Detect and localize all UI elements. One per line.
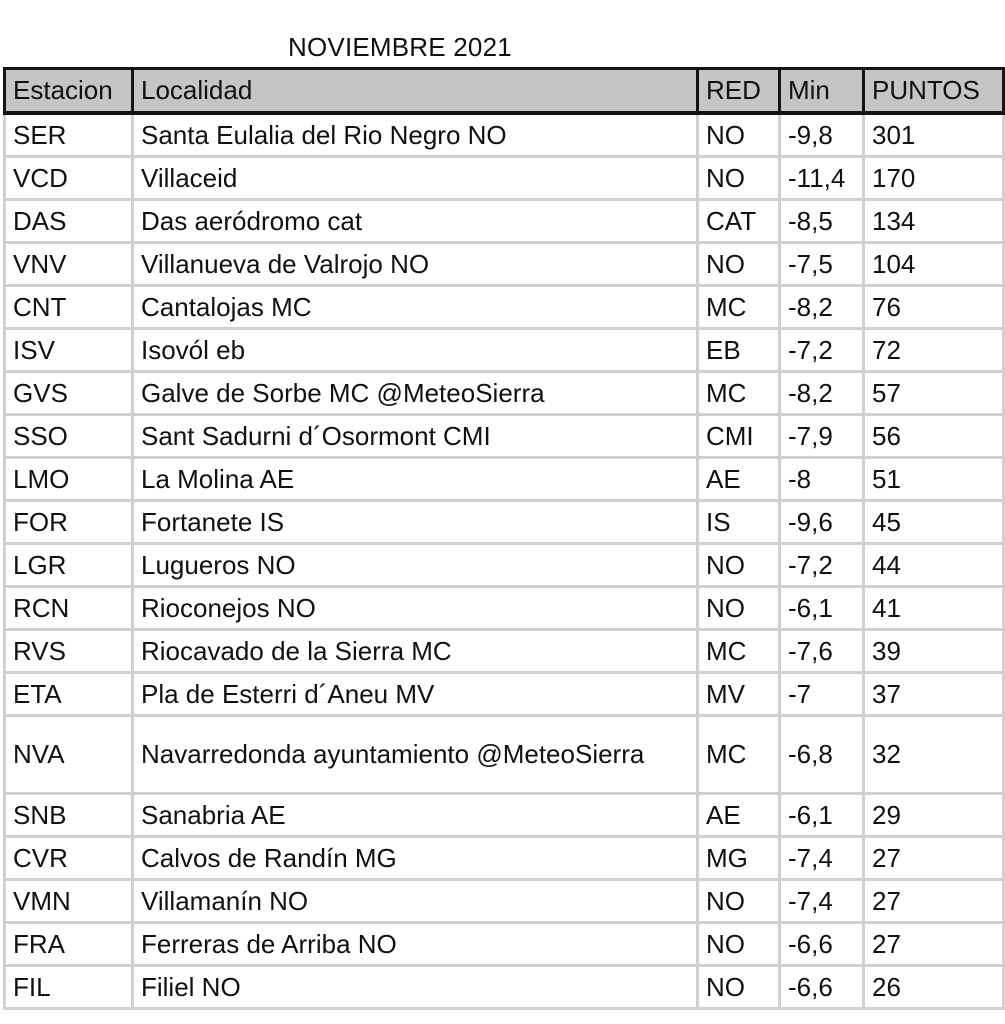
cell-localidad: Villamanín NO xyxy=(133,880,698,923)
cell-localidad: Riocavado de la Sierra MC xyxy=(133,630,698,673)
cell-min: -6,6 xyxy=(780,923,864,966)
cell-localidad: Galve de Sorbe MC @MeteoSierra xyxy=(133,372,698,415)
cell-min: -7 xyxy=(780,673,864,716)
cell-puntos: 56 xyxy=(864,415,1004,458)
cell-red: AE xyxy=(698,794,780,837)
cell-min: -6,1 xyxy=(780,587,864,630)
cell-puntos: 29 xyxy=(864,794,1004,837)
cell-red: MG xyxy=(698,837,780,880)
table-row xyxy=(5,113,1004,157)
cell-min: -7,4 xyxy=(780,837,864,880)
cell-estacion: VMN xyxy=(5,880,133,923)
cell-puntos: 57 xyxy=(864,372,1004,415)
table-row xyxy=(5,157,1004,200)
cell-puntos: 170 xyxy=(864,157,1004,200)
header-estacion: Estacion xyxy=(5,69,133,114)
cell-localidad: Santa Eulalia del Rio Negro NO xyxy=(133,113,698,157)
cell-puntos: 45 xyxy=(864,501,1004,544)
cell-estacion: SNB xyxy=(5,794,133,837)
cell-localidad: Calvos de Randín MG xyxy=(133,837,698,880)
cell-red: MC xyxy=(698,372,780,415)
table-row xyxy=(5,243,1004,286)
table-title: NOVIEMBRE 2021 xyxy=(288,32,512,62)
cell-puntos: 104 xyxy=(864,243,1004,286)
header-row xyxy=(5,69,1004,114)
cell-puntos: 41 xyxy=(864,587,1004,630)
cell-localidad: Lugueros NO xyxy=(133,544,698,587)
cell-red: AE xyxy=(698,458,780,501)
cell-red: MC xyxy=(698,716,780,794)
table-row xyxy=(5,286,1004,329)
header-min: Min xyxy=(780,69,864,114)
cell-estacion: CVR xyxy=(5,837,133,880)
cell-localidad: Das aeródromo cat xyxy=(133,200,698,243)
cell-red: NO xyxy=(698,157,780,200)
cell-estacion: NVA xyxy=(5,716,133,794)
table-row xyxy=(5,923,1004,966)
cell-estacion: ETA xyxy=(5,673,133,716)
cell-puntos: 32 xyxy=(864,716,1004,794)
cell-estacion: GVS xyxy=(5,372,133,415)
cell-min: -7,6 xyxy=(780,630,864,673)
cell-puntos: 76 xyxy=(864,286,1004,329)
table-row xyxy=(5,837,1004,880)
cell-min: -7,2 xyxy=(780,544,864,587)
table-row xyxy=(5,458,1004,501)
cell-red: NO xyxy=(698,923,780,966)
cell-localidad: Navarredonda ayuntamiento @MeteoSierra xyxy=(133,716,698,794)
cell-estacion: FRA xyxy=(5,923,133,966)
cell-red: NO xyxy=(698,966,780,1009)
header-localidad: Localidad xyxy=(133,69,698,114)
cell-estacion: VNV xyxy=(5,243,133,286)
cell-estacion: LMO xyxy=(5,458,133,501)
header-red: RED xyxy=(698,69,780,114)
cell-red: MC xyxy=(698,630,780,673)
cell-localidad: Fortanete IS xyxy=(133,501,698,544)
cell-min: -8 xyxy=(780,458,864,501)
cell-puntos: 27 xyxy=(864,837,1004,880)
table-row xyxy=(5,372,1004,415)
table-row xyxy=(5,630,1004,673)
cell-red: CAT xyxy=(698,200,780,243)
cell-localidad: Isovól eb xyxy=(133,329,698,372)
cell-min: -9,6 xyxy=(780,501,864,544)
cell-red: NO xyxy=(698,880,780,923)
table-row xyxy=(5,329,1004,372)
cell-puntos: 37 xyxy=(864,673,1004,716)
cell-min: -7,5 xyxy=(780,243,864,286)
table-row xyxy=(5,544,1004,587)
cell-min: -8,2 xyxy=(780,286,864,329)
cell-localidad: Ferreras de Arriba NO xyxy=(133,923,698,966)
cell-estacion: FIL xyxy=(5,966,133,1009)
table-row xyxy=(5,200,1004,243)
cell-min: -7,2 xyxy=(780,329,864,372)
table-row xyxy=(5,966,1004,1009)
cell-min: -6,1 xyxy=(780,794,864,837)
cell-min: -8,2 xyxy=(780,372,864,415)
table-row xyxy=(5,716,1004,794)
table-row xyxy=(5,673,1004,716)
table-row xyxy=(5,880,1004,923)
table-row xyxy=(5,415,1004,458)
cell-red: MC xyxy=(698,286,780,329)
cell-localidad: Villaceid xyxy=(133,157,698,200)
cell-min: -7,4 xyxy=(780,880,864,923)
cell-estacion: RVS xyxy=(5,630,133,673)
cell-min: -9,8 xyxy=(780,113,864,157)
cell-puntos: 44 xyxy=(864,544,1004,587)
cell-min: -7,9 xyxy=(780,415,864,458)
cell-estacion: VCD xyxy=(5,157,133,200)
cell-min: -11,4 xyxy=(780,157,864,200)
cell-red: NO xyxy=(698,243,780,286)
cell-localidad: Sanabria AE xyxy=(133,794,698,837)
cell-red: IS xyxy=(698,501,780,544)
cell-localidad: Sant Sadurni d´Osormont CMI xyxy=(133,415,698,458)
cell-estacion: LGR xyxy=(5,544,133,587)
cell-estacion: SSO xyxy=(5,415,133,458)
cell-puntos: 51 xyxy=(864,458,1004,501)
cell-puntos: 39 xyxy=(864,630,1004,673)
cell-estacion: CNT xyxy=(5,286,133,329)
cell-red: NO xyxy=(698,113,780,157)
cell-red: CMI xyxy=(698,415,780,458)
cell-localidad: La Molina AE xyxy=(133,458,698,501)
cell-puntos: 27 xyxy=(864,880,1004,923)
cell-estacion: SER xyxy=(5,113,133,157)
cell-min: -6,8 xyxy=(780,716,864,794)
cell-red: NO xyxy=(698,587,780,630)
table-row xyxy=(5,794,1004,837)
cell-estacion: FOR xyxy=(5,501,133,544)
cell-estacion: RCN xyxy=(5,587,133,630)
cell-red: NO xyxy=(698,544,780,587)
cell-min: -6,6 xyxy=(780,966,864,1009)
cell-localidad: Pla de Esterri d´Aneu MV xyxy=(133,673,698,716)
cell-puntos: 27 xyxy=(864,923,1004,966)
cell-red: EB xyxy=(698,329,780,372)
table-row xyxy=(5,587,1004,630)
cell-puntos: 134 xyxy=(864,200,1004,243)
header-puntos: PUNTOS xyxy=(864,69,1004,114)
cell-min: -8,5 xyxy=(780,200,864,243)
table-body xyxy=(5,113,1004,1009)
cell-estacion: ISV xyxy=(5,329,133,372)
cell-localidad: Rioconejos NO xyxy=(133,587,698,630)
table-row xyxy=(5,501,1004,544)
ranking-table xyxy=(3,67,1005,1010)
cell-puntos: 301 xyxy=(864,113,1004,157)
cell-puntos: 26 xyxy=(864,966,1004,1009)
cell-localidad: Cantalojas MC xyxy=(133,286,698,329)
cell-localidad: Villanueva de Valrojo NO xyxy=(133,243,698,286)
cell-localidad: Filiel NO xyxy=(133,966,698,1009)
cell-red: MV xyxy=(698,673,780,716)
cell-puntos: 72 xyxy=(864,329,1004,372)
cell-estacion: DAS xyxy=(5,200,133,243)
